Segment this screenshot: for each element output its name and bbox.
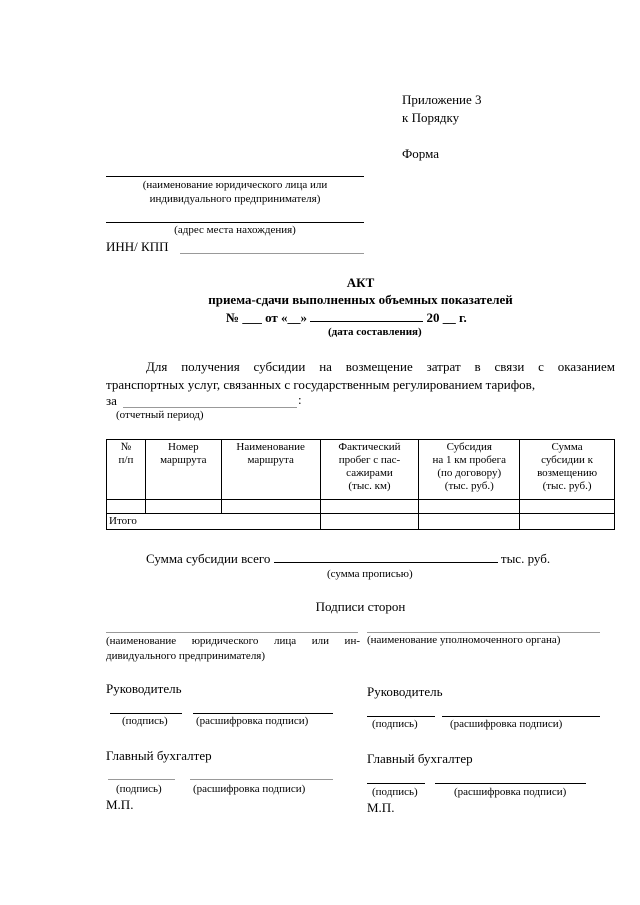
appendix-number: Приложение 3: [402, 92, 482, 107]
left-accountant-label: Главный бухгалтер: [106, 748, 212, 763]
total-label: Итого: [107, 514, 321, 530]
sum-unit: тыс. руб.: [500, 551, 551, 566]
right-head-signature-line[interactable]: [367, 716, 435, 717]
document-subtitle: приема-сдачи выполненных объемных показателей: [208, 292, 513, 307]
entity-name-caption: (наименование юридического лица или индивидуального предпринимателя): [142, 179, 328, 205]
right-accountant-signature-caption: (подпись): [372, 786, 418, 798]
header-cell: Номер маршрута: [145, 440, 221, 500]
left-head-label: Руководитель: [106, 681, 182, 696]
header-cell: Наименование маршрута: [221, 440, 320, 500]
intro-paragraph: Для получения субсидии на возмещение затрат в связи с оказанием транспортных услуг, связанных с государственным регулированием тарифов,: [106, 359, 615, 392]
table-row: [107, 500, 615, 514]
period-line[interactable]: [123, 407, 297, 408]
form-label: Форма: [402, 146, 439, 161]
right-head-label: Руководитель: [367, 684, 443, 699]
appendix-block: [402, 91, 482, 163]
right-accountant-decode-line[interactable]: [435, 783, 586, 784]
document-title: АКТ: [346, 275, 375, 290]
left-head-decode-caption: (расшифровка подписи): [196, 715, 309, 727]
date-line[interactable]: [310, 309, 423, 322]
right-seal: М.П.: [367, 800, 395, 815]
period-colon: :: [298, 392, 302, 407]
sum-label: Сумма субсидии всего: [146, 551, 271, 566]
right-accountant-label: Главный бухгалтер: [367, 751, 473, 766]
left-party-line[interactable]: [106, 632, 358, 633]
period-label: за: [106, 393, 117, 408]
entity-name-line[interactable]: [106, 176, 364, 177]
appendix-reference: к Порядку: [402, 110, 460, 125]
left-accountant-decode-line[interactable]: [190, 779, 333, 780]
left-party-caption: (наименование юридического лица или ин- дивидуального предпринимателя): [106, 635, 360, 662]
entity-address-line[interactable]: [106, 222, 364, 223]
left-head-decode-line[interactable]: [193, 713, 333, 714]
period-caption: (отчетный период): [116, 409, 204, 421]
date-caption: (дата составления): [328, 326, 422, 338]
left-accountant-signature-caption: (подпись): [116, 783, 162, 795]
left-head-signature-line[interactable]: [110, 713, 182, 714]
entity-address-caption: (адрес места нахождения): [174, 224, 296, 236]
left-accountant-decode-caption: (расшифровка подписи): [193, 783, 306, 795]
document-number-date: № ___ от «__» 20 __ г.: [226, 310, 467, 325]
left-head-signature-caption: (подпись): [122, 715, 168, 727]
sum-line: [146, 550, 550, 567]
right-accountant-decode-caption: (расшифровка подписи): [454, 786, 567, 798]
sum-caption: (сумма прописью): [327, 568, 413, 580]
sum-input-line[interactable]: [274, 550, 498, 563]
left-accountant-signature-line[interactable]: [108, 779, 175, 780]
signatures-heading: Подписи сторон: [315, 599, 406, 614]
right-head-decode-line[interactable]: [442, 716, 600, 717]
inn-label: ИНН/ КПП: [106, 239, 169, 254]
right-party-line[interactable]: [367, 632, 600, 633]
header-cell: Сумма субсидии к возмещению (тыс. руб.): [520, 440, 615, 500]
table-header-row: [107, 440, 615, 500]
right-party-caption: (наименование уполномоченного органа): [367, 634, 561, 646]
right-head-signature-caption: (подпись): [372, 718, 418, 730]
right-head-decode-caption: (расшифровка подписи): [450, 718, 563, 730]
table-total-row: [107, 514, 615, 530]
header-cell: № п/п: [107, 440, 146, 500]
header-cell: Фактический пробег с пас- сажирами (тыс. км): [320, 440, 419, 500]
left-seal: М.П.: [106, 797, 134, 812]
right-accountant-signature-line[interactable]: [367, 783, 425, 784]
inn-line[interactable]: [180, 253, 364, 254]
subsidy-table: [106, 439, 615, 530]
header-cell: Субсидия на 1 км пробега (по договору) (тыс. руб.): [419, 440, 520, 500]
